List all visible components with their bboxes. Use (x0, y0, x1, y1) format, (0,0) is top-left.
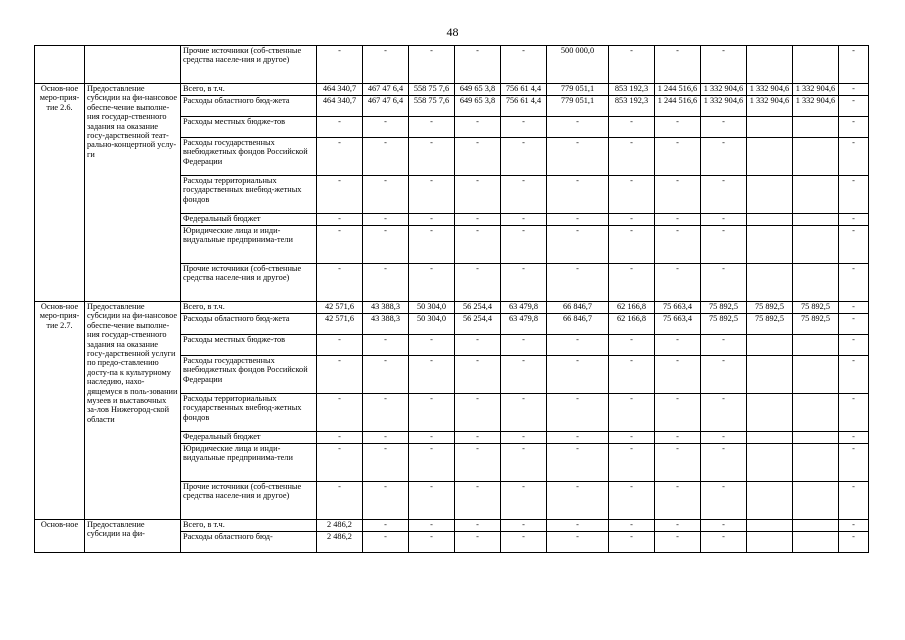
value-cell: - (547, 532, 609, 553)
value-cell: - (317, 117, 363, 138)
value-cell: - (409, 117, 455, 138)
value-cell: - (655, 176, 701, 214)
value-cell: - (701, 176, 747, 214)
value-cell: - (409, 432, 455, 444)
value-cell (793, 532, 839, 553)
value-cell: - (455, 356, 501, 394)
value-cell: - (701, 117, 747, 138)
value-cell (793, 482, 839, 520)
value-cell: 756 61 4,4 (501, 96, 547, 117)
value-cell: 75 892,5 (747, 302, 793, 314)
value-cell: - (655, 394, 701, 432)
table-row (35, 46, 869, 84)
value-cell: - (609, 214, 655, 226)
value-cell: - (701, 444, 747, 482)
funding-source-label: Расходы местных бюдже-тов (181, 335, 317, 356)
value-cell: - (701, 46, 747, 84)
value-cell: 464 340,7 (317, 96, 363, 117)
value-cell: - (701, 138, 747, 176)
value-cell: - (409, 176, 455, 214)
value-cell (793, 46, 839, 84)
value-cell: - (455, 394, 501, 432)
value-cell (793, 264, 839, 302)
value-cell: 779 051,1 (547, 84, 609, 96)
value-cell: - (655, 444, 701, 482)
value-cell (747, 138, 793, 176)
value-cell: - (317, 356, 363, 394)
value-cell: - (701, 356, 747, 394)
value-cell: - (839, 96, 869, 117)
value-cell: - (839, 532, 869, 553)
value-cell: - (701, 482, 747, 520)
value-cell: 1 332 904,6 (747, 96, 793, 117)
value-cell: - (655, 226, 701, 264)
value-cell: 75 892,5 (793, 302, 839, 314)
value-cell: - (363, 520, 409, 532)
funding-source-label: Расходы территориальных государственных внебюд-жетных фондов (181, 394, 317, 432)
value-cell: - (655, 214, 701, 226)
value-cell: - (455, 444, 501, 482)
value-cell: 43 388,3 (363, 302, 409, 314)
budget-table (34, 45, 869, 553)
value-cell: 43 388,3 (363, 314, 409, 335)
value-cell: - (609, 226, 655, 264)
value-cell: - (317, 335, 363, 356)
value-cell: 853 192,3 (609, 84, 655, 96)
value-cell: 1 332 904,6 (747, 84, 793, 96)
value-cell: - (409, 214, 455, 226)
funding-source-label: Всего, в т.ч. (181, 84, 317, 96)
value-cell: 50 304,0 (409, 314, 455, 335)
value-cell: 853 192,3 (609, 96, 655, 117)
value-cell: - (839, 444, 869, 482)
value-cell: - (547, 394, 609, 432)
value-cell: - (317, 444, 363, 482)
value-cell: - (455, 46, 501, 84)
value-cell: - (701, 520, 747, 532)
value-cell: - (409, 520, 455, 532)
value-cell: 2 486,2 (317, 532, 363, 553)
value-cell: - (701, 432, 747, 444)
value-cell: - (655, 482, 701, 520)
value-cell: 1 244 516,6 (655, 84, 701, 96)
value-cell: - (363, 432, 409, 444)
value-cell: - (363, 532, 409, 553)
value-cell: - (609, 264, 655, 302)
funding-source-label: Прочие источники (соб-ственные средства населе-ния и другое) (181, 46, 317, 84)
value-cell: - (655, 532, 701, 553)
value-cell: - (317, 432, 363, 444)
value-cell: - (609, 117, 655, 138)
value-cell: - (363, 482, 409, 520)
value-cell: 63 479,8 (501, 302, 547, 314)
value-cell (793, 226, 839, 264)
value-cell: - (839, 394, 869, 432)
value-cell: - (455, 214, 501, 226)
value-cell: 75 892,5 (747, 314, 793, 335)
value-cell: - (363, 394, 409, 432)
value-cell: 75 663,4 (655, 314, 701, 335)
value-cell: - (363, 264, 409, 302)
funding-source-label: Прочие источники (соб-ственные средства населе-ния и другое) (181, 264, 317, 302)
value-cell: - (501, 214, 547, 226)
value-cell: - (839, 264, 869, 302)
table-row (35, 302, 869, 314)
value-cell: - (409, 444, 455, 482)
value-cell: - (609, 356, 655, 394)
value-cell: - (839, 356, 869, 394)
value-cell: 42 571,6 (317, 314, 363, 335)
value-cell: - (455, 226, 501, 264)
table-row (35, 520, 869, 532)
value-cell (747, 532, 793, 553)
value-cell: - (317, 264, 363, 302)
value-cell: - (547, 335, 609, 356)
value-cell: 756 61 4,4 (501, 84, 547, 96)
value-cell: - (363, 138, 409, 176)
value-cell: 464 340,7 (317, 84, 363, 96)
value-cell (747, 482, 793, 520)
value-cell: - (609, 444, 655, 482)
event-description-cell: Предоставление субсидии на фи-нансовое обеспе-чение выполне-ния государ-ственного задания на оказание госу-дарственной услуги по предо-ставлению досту-па к культурному наследию, нахо-дящемуся в поль-зовании музеев и выставочных за-лов Нижегород-ской области (85, 302, 181, 520)
funding-source-label: Прочие источники (соб-ственные средства населе-ния и другое) (181, 482, 317, 520)
value-cell: - (701, 214, 747, 226)
value-cell: - (455, 432, 501, 444)
funding-source-label: Расходы областного бюд-жета (181, 314, 317, 335)
value-cell: - (839, 214, 869, 226)
value-cell: - (609, 138, 655, 176)
value-cell: 56 254,4 (455, 314, 501, 335)
funding-source-label: Расходы государственных внебюджетных фондов Российской Федерации (181, 356, 317, 394)
value-cell: - (609, 432, 655, 444)
value-cell (747, 264, 793, 302)
value-cell: - (409, 335, 455, 356)
value-cell: - (547, 520, 609, 532)
value-cell: 66 846,7 (547, 302, 609, 314)
value-cell: - (655, 432, 701, 444)
value-cell: 63 479,8 (501, 314, 547, 335)
value-cell (747, 117, 793, 138)
value-cell: 1 332 904,6 (701, 84, 747, 96)
funding-source-label: Всего, в т.ч. (181, 520, 317, 532)
value-cell: - (655, 335, 701, 356)
value-cell: - (655, 46, 701, 84)
value-cell: - (547, 432, 609, 444)
value-cell: - (547, 482, 609, 520)
value-cell: - (363, 214, 409, 226)
value-cell: 649 65 3,8 (455, 84, 501, 96)
event-description-cell (85, 46, 181, 84)
value-cell: - (455, 264, 501, 302)
value-cell: - (609, 532, 655, 553)
value-cell: - (501, 46, 547, 84)
value-cell: - (839, 335, 869, 356)
value-cell: - (701, 226, 747, 264)
value-cell: 62 166,8 (609, 302, 655, 314)
value-cell: 75 892,5 (793, 314, 839, 335)
funding-source-label: Юридические лица и инди-видуальные предпринима-тели (181, 444, 317, 482)
value-cell (793, 356, 839, 394)
value-cell: - (455, 176, 501, 214)
value-cell: - (409, 482, 455, 520)
value-cell: - (701, 335, 747, 356)
value-cell: 75 892,5 (701, 314, 747, 335)
value-cell: - (409, 138, 455, 176)
value-cell: - (609, 520, 655, 532)
event-description-cell: Предоставление субсидии на фи- (85, 520, 181, 553)
value-cell: 1 332 904,6 (793, 84, 839, 96)
value-cell (793, 176, 839, 214)
value-cell: - (501, 532, 547, 553)
value-cell: - (839, 226, 869, 264)
value-cell: 1 244 516,6 (655, 96, 701, 117)
funding-source-label: Расходы территориальных государственных внебюд-жетных фондов (181, 176, 317, 214)
value-cell: 649 65 3,8 (455, 96, 501, 117)
value-cell: - (317, 226, 363, 264)
value-cell: - (839, 46, 869, 84)
funding-source-label: Расходы местных бюдже-тов (181, 117, 317, 138)
value-cell: - (363, 176, 409, 214)
value-cell: - (839, 482, 869, 520)
value-cell: - (409, 532, 455, 553)
value-cell: - (839, 117, 869, 138)
value-cell: - (363, 46, 409, 84)
value-cell: - (839, 520, 869, 532)
value-cell: - (409, 226, 455, 264)
value-cell: - (839, 138, 869, 176)
event-code-cell: Основ-ное меро-прия-тие 2.6. (35, 84, 85, 302)
value-cell (747, 432, 793, 444)
value-cell: 779 051,1 (547, 96, 609, 117)
value-cell: - (655, 264, 701, 302)
value-cell: - (547, 264, 609, 302)
value-cell: - (363, 356, 409, 394)
value-cell: - (501, 264, 547, 302)
funding-source-label: Федеральный бюджет (181, 214, 317, 226)
value-cell (793, 444, 839, 482)
value-cell (747, 444, 793, 482)
value-cell: - (455, 335, 501, 356)
value-cell: - (409, 356, 455, 394)
value-cell: 2 486,2 (317, 520, 363, 532)
value-cell: - (501, 520, 547, 532)
page-number: 48 (446, 25, 459, 39)
funding-source-label: Расходы областного бюд- (181, 532, 317, 553)
value-cell: - (363, 335, 409, 356)
value-cell: - (547, 444, 609, 482)
value-cell: - (501, 444, 547, 482)
value-cell: 467 47 6,4 (363, 84, 409, 96)
value-cell: 75 663,4 (655, 302, 701, 314)
value-cell (747, 394, 793, 432)
value-cell: - (839, 84, 869, 96)
value-cell: 467 47 6,4 (363, 96, 409, 117)
value-cell: - (501, 482, 547, 520)
value-cell: - (655, 117, 701, 138)
value-cell: - (501, 432, 547, 444)
value-cell: - (363, 444, 409, 482)
value-cell: - (655, 356, 701, 394)
value-cell: - (547, 176, 609, 214)
value-cell: - (547, 138, 609, 176)
value-cell (747, 520, 793, 532)
value-cell (793, 138, 839, 176)
value-cell: - (609, 335, 655, 356)
value-cell: - (655, 138, 701, 176)
value-cell: - (317, 46, 363, 84)
value-cell: - (501, 138, 547, 176)
value-cell: 75 892,5 (701, 302, 747, 314)
value-cell: - (547, 117, 609, 138)
event-code-cell: Основ-ное меро-прия-тие 2.7. (35, 302, 85, 520)
value-cell (747, 176, 793, 214)
value-cell: - (501, 117, 547, 138)
value-cell: - (409, 46, 455, 84)
value-cell: 558 75 7,6 (409, 96, 455, 117)
value-cell: 1 332 904,6 (793, 96, 839, 117)
value-cell: 500 000,0 (547, 46, 609, 84)
event-code-cell: Основ-ное (35, 520, 85, 553)
value-cell (793, 432, 839, 444)
table-row (35, 84, 869, 96)
value-cell (793, 520, 839, 532)
value-cell: - (701, 264, 747, 302)
funding-source-label: Расходы областного бюд-жета (181, 96, 317, 117)
value-cell: - (839, 176, 869, 214)
value-cell: - (317, 138, 363, 176)
value-cell: - (409, 264, 455, 302)
value-cell: - (609, 482, 655, 520)
event-description-cell: Предоставление субсидии на фи-нансовое обеспе-чение выполне-ния государ-ственного задания на оказание госу-дарственной теат-рально-концертной услу-ги (85, 84, 181, 302)
value-cell: - (455, 482, 501, 520)
value-cell: - (455, 520, 501, 532)
value-cell (747, 335, 793, 356)
value-cell: - (363, 117, 409, 138)
value-cell: - (501, 356, 547, 394)
value-cell (747, 226, 793, 264)
value-cell: - (317, 482, 363, 520)
value-cell: - (363, 226, 409, 264)
value-cell (793, 214, 839, 226)
event-code-cell (35, 46, 85, 84)
value-cell: 56 254,4 (455, 302, 501, 314)
value-cell (793, 117, 839, 138)
value-cell: 42 571,6 (317, 302, 363, 314)
value-cell (793, 335, 839, 356)
value-cell: 1 332 904,6 (701, 96, 747, 117)
value-cell: - (609, 394, 655, 432)
value-cell: - (409, 394, 455, 432)
value-cell (747, 46, 793, 84)
value-cell: - (547, 214, 609, 226)
funding-source-label: Федеральный бюджет (181, 432, 317, 444)
value-cell: - (701, 394, 747, 432)
funding-source-label: Расходы государственных внебюджетных фондов Российской Федерации (181, 138, 317, 176)
value-cell: - (609, 176, 655, 214)
value-cell: - (547, 226, 609, 264)
value-cell (747, 356, 793, 394)
value-cell (793, 394, 839, 432)
value-cell: - (455, 117, 501, 138)
funding-source-label: Юридические лица и инди-видуальные предпринима-тели (181, 226, 317, 264)
value-cell: - (501, 226, 547, 264)
value-cell: 66 846,7 (547, 314, 609, 335)
value-cell: - (839, 314, 869, 335)
value-cell: - (317, 176, 363, 214)
value-cell: - (455, 532, 501, 553)
funding-source-label: Всего, в т.ч. (181, 302, 317, 314)
value-cell: - (317, 394, 363, 432)
value-cell: - (839, 302, 869, 314)
value-cell: 62 166,8 (609, 314, 655, 335)
value-cell: 50 304,0 (409, 302, 455, 314)
value-cell: - (609, 46, 655, 84)
value-cell: - (317, 214, 363, 226)
value-cell (747, 214, 793, 226)
value-cell: - (547, 356, 609, 394)
value-cell: - (501, 176, 547, 214)
value-cell: 558 75 7,6 (409, 84, 455, 96)
value-cell: - (455, 138, 501, 176)
value-cell: - (701, 532, 747, 553)
value-cell: - (501, 394, 547, 432)
value-cell: - (655, 520, 701, 532)
value-cell: - (501, 335, 547, 356)
value-cell: - (839, 432, 869, 444)
